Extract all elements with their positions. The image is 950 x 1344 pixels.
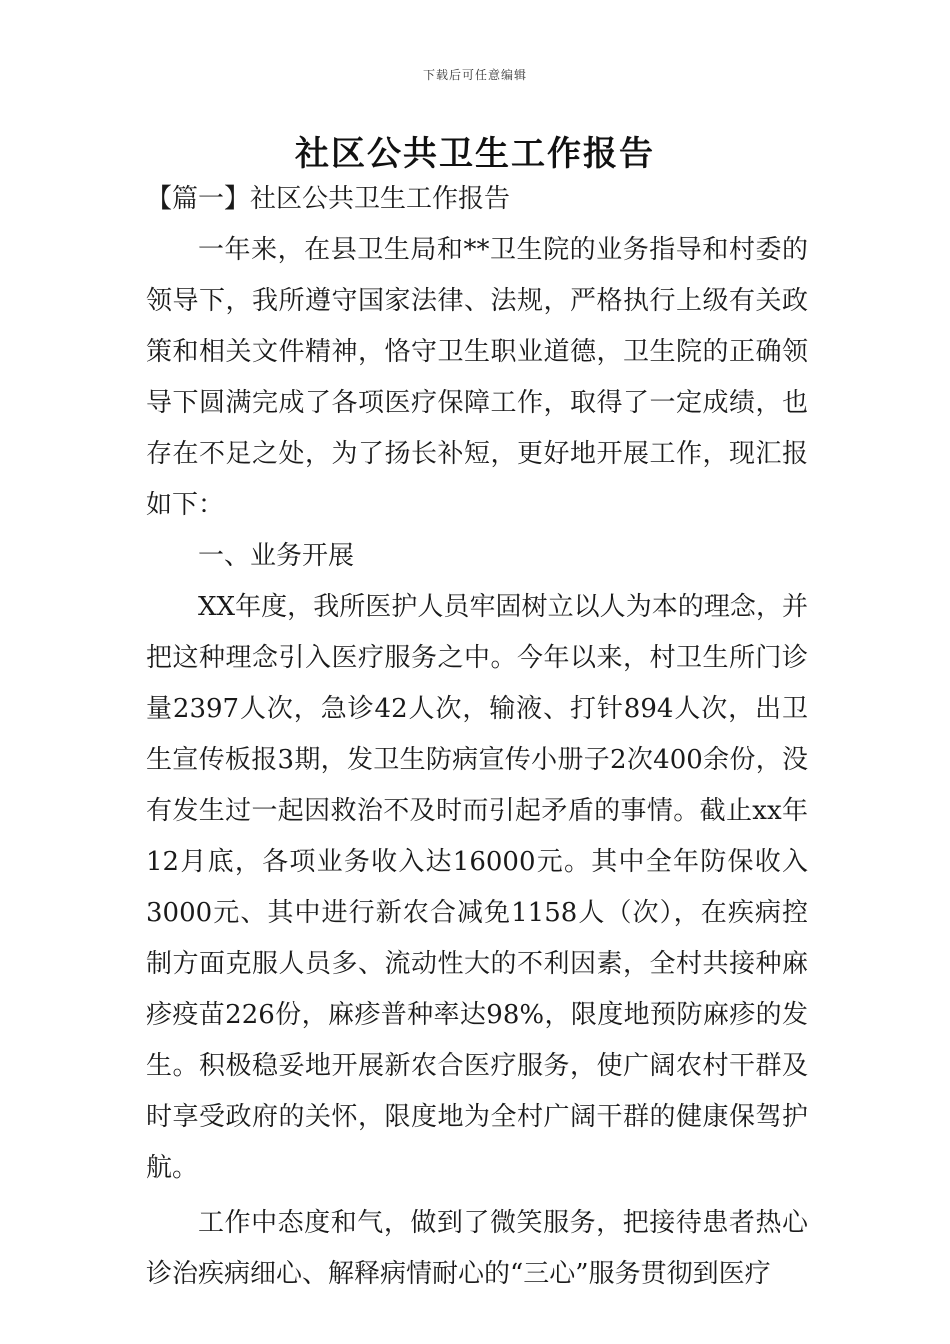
section-heading-business: 一、业务开展 bbox=[198, 541, 355, 571]
paragraph-intro: 一年来，在县卫生局和**卫生院的业务指导和村委的领导下，我所遵守国家法律、法规，严格执行上级有关政策和相关文件精神，恪守卫生职业道德，卫生院的正确领导下圆满完成了各项医疗保障工作，取得了一定成绩，也存在不足之处，为了扬长补短，更好地开展工作，现汇报如下： bbox=[146, 235, 808, 520]
paragraph-service: 工作中态度和气，做到了微笑服务，把接待患者热心诊治疾病细心、解释病情耐心的“三心”服务贯彻到医疗 bbox=[146, 1208, 808, 1289]
section-label: 【篇一】社区公共卫生工作报告 bbox=[146, 184, 511, 214]
document-body bbox=[146, 174, 808, 1300]
paragraph-business: XX年度，我所医护人员牢固树立以人为本的理念，并把这种理念引入医疗服务之中。今年以来，村卫生所门诊量2397人次，急诊42人次，输液、打针894人次，出卫生宣传板报3期，发卫生防病宣传小册子2次400余份，没有发生过一起因救治不及时而引起矛盾的事情。截止xx年12月底，各项业务收入达16000元。其中全年防保收入3000元、其中进行新农合减免1158人（次），在疾病控制方面克服人员多、流动性大的不利因素，全村共接种麻疹疫苗226份，麻疹普种率达98%，限度地预防麻疹的发生。积极稳妥地开展新农合医疗服务，使广阔农村干群及时享受政府的关怀，限度地为全村广阔干群的健康保驾护航。 bbox=[146, 592, 808, 1183]
header-note: 下载后可任意编辑 bbox=[422, 68, 527, 82]
document-title: 社区公共卫生工作报告 bbox=[295, 134, 655, 174]
